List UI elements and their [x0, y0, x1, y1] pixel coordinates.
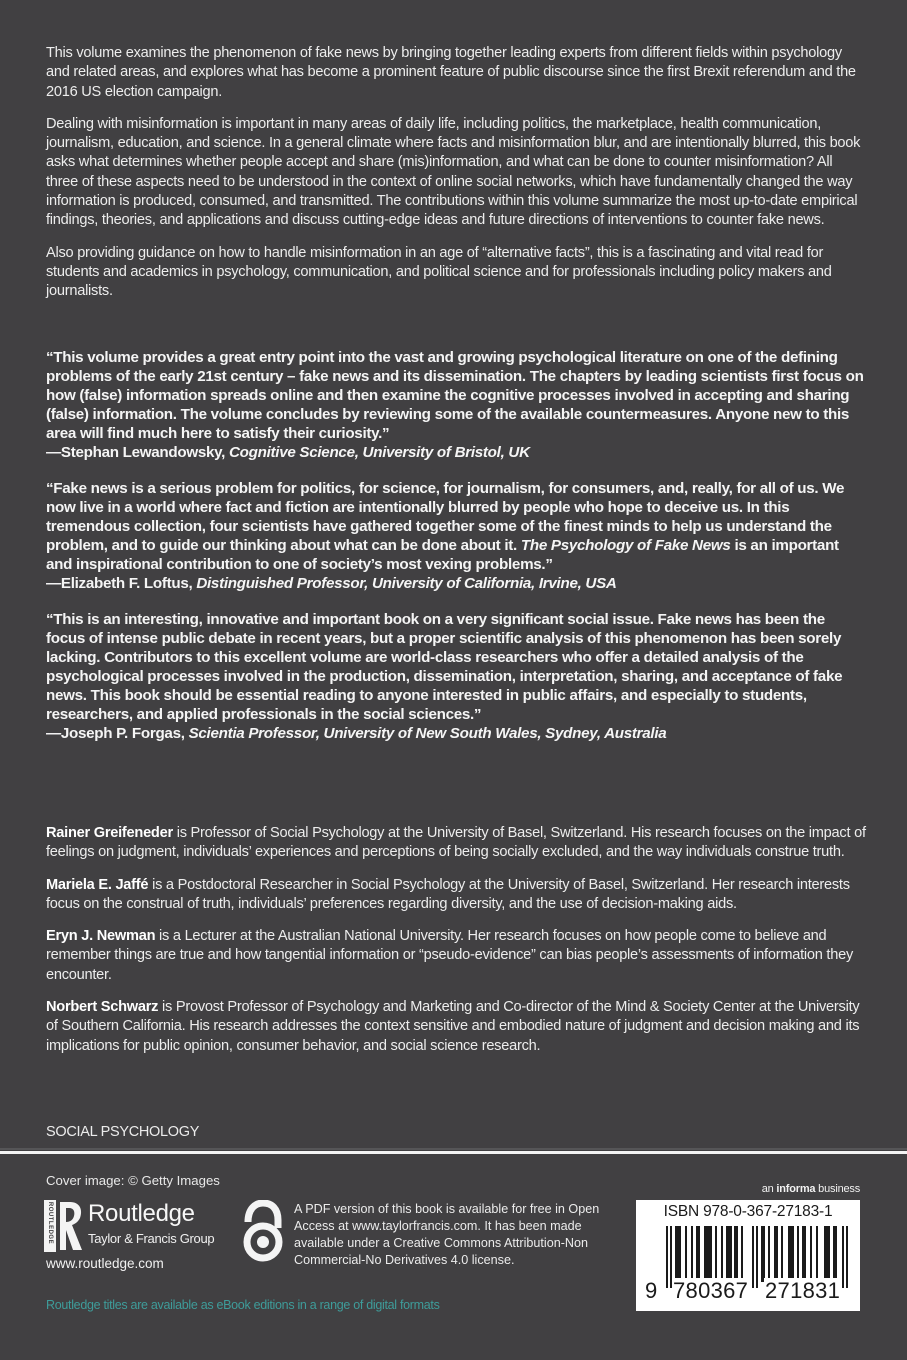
endorser-affiliation: Scientia Professor, University of New South Wales, Sydney, Australia	[188, 725, 667, 742]
editor-bios	[46, 824, 866, 1069]
cover-image-credit: Cover image: © Getty Images	[46, 1173, 220, 1188]
endorser-affiliation: Distinguished Professor, University of California, Irvine, USA	[196, 575, 617, 592]
endorsement-attribution	[46, 574, 866, 593]
barcode-digits	[644, 1278, 854, 1308]
barcode-digit-first: 9	[645, 1278, 658, 1303]
routledge-r-icon	[58, 1200, 84, 1252]
editor-name: Norbert Schwarz	[46, 999, 159, 1016]
endorser-name: —Joseph P. Forgas,	[46, 725, 189, 742]
isbn-barcode	[636, 1200, 860, 1311]
book-description	[46, 44, 866, 315]
subject-category: SOCIAL PSYCHOLOGY	[46, 1124, 200, 1140]
bio-newman	[46, 927, 866, 985]
endorsement-text-continued: is an important and inspirational contribution to one of society’s most vexing problems.”	[46, 537, 839, 573]
publisher-url[interactable]: www.routledge.com	[46, 1256, 164, 1271]
endorsement-text: “Fake news is a serious problem for politics, for science, for journalism, for consumers, and, really, for all of us. We now live in a world where fact and fiction are intentionally blurred by people who hope to deceive us. In this tremendous collection, four scientists have gathered together some of the finest minds to help us understand the problem, and to guide our thinking about what can be done about it.	[46, 480, 845, 554]
editor-name: Mariela E. Jaffé	[46, 876, 149, 893]
bio-text: is Provost Professor of Psychology and Marketing and Co-director of the Mind & Society Center at the University of Southern California. His research addresses the context sensitive and embodied nature of judgment and decision making and its implications for public opinion, consumer behavior, and social science research.	[46, 999, 860, 1054]
bio-schwarz	[46, 998, 866, 1056]
description-paragraph-2: Dealing with misinformation is important in many areas of daily life, including politics, the marketplace, health communication, journalism, education, and science. In a general climate where facts and misinformation blur, and are intentionally blurred, this book asks what determines whether people accept and share (mis)information, and what can be done to counter misinformation? All three of these aspects need to be understood in the context of online social networks, which have fundamentally changed the way information is produced, consumed, and transmitted. The contributions within this volume summarize the most up-to-date empirical findings, theories, and applications and discuss cutting-edge ideas and future directions of interventions to counter fake news.	[46, 115, 861, 229]
routledge-logo	[44, 1200, 234, 1252]
book-title-italic: The Psychology of Fake News	[520, 537, 731, 554]
bio-jaffe	[46, 876, 866, 915]
editor-name: Rainer Greifeneder	[46, 825, 173, 841]
bio-text: is a Postdoctoral Researcher in Social Psychology at the University of Basel, Switzerland. Her research interests focus on the construal of truth, individuals’ preferences regarding diversity, and the use of decision-making aids.	[46, 876, 850, 912]
endorsements	[46, 348, 866, 760]
bio-text: is a Lecturer at the Australian National University. Her research focuses on how people come to believe and remember things are true and how tangential information or “pseudo-evidence” can bias people’s assessments of information they encounter.	[46, 928, 854, 983]
ebook-availability-note: Routledge titles are available as eBook editions in a range of digital formats	[46, 1298, 440, 1312]
informa-tagline: an informa business	[761, 1183, 860, 1195]
publisher-group: Taylor & Francis Group	[88, 1231, 215, 1246]
open-access-lock-icon	[242, 1200, 284, 1262]
description-paragraph-1: This volume examines the phenomenon of fake news by bringing together leading experts from different fields within psychology and related areas, and explores what has become a prominent feature of public discourse since the first Brexit referendum and the 2016 US election campaign.	[46, 45, 856, 100]
publisher-name: Routledge	[88, 1200, 195, 1227]
bio-greifeneder	[46, 824, 866, 863]
endorsement-lewandowsky	[46, 348, 866, 462]
description-paragraph-3: Also providing guidance on how to handle misinformation in an age of “alternative facts”, this is a fascinating and vital read for students and academics in psychology, communication, and political science and for professionals including policy makers and journalists.	[46, 244, 832, 300]
divider-shadow	[0, 1148, 907, 1150]
endorsement-attribution	[46, 724, 866, 743]
bio-text: is Professor of Social Psychology at the University of Basel, Switzerland. His research focuses on the impact of feelings on judgment, individuals’ experiences and perceptions of being socially excluded, and the way individuals construe truth.	[46, 825, 866, 861]
endorsement-text: “This volume provides a great entry point into the vast and growing psychological literature on one of the defining problems of the early 21st century – fake news and its dissemination. The chapters by leading scientists first focus on how (false) information spreads online and then examine the cognitive processes involved in accepting and sharing (false) information. The volume concludes by reviewing some of the available countermeasures. Anyone new to this area will find much here to satisfy their curiosity.”	[46, 349, 864, 442]
endorser-name: —Stephan Lewandowsky,	[46, 444, 229, 461]
isbn-label: ISBN 978-0-367-27183-1	[663, 1203, 833, 1220]
endorser-affiliation: Cognitive Science, University of Bristol, UK	[229, 444, 530, 461]
endorser-name: —Elizabeth F. Loftus,	[46, 575, 197, 592]
endorsement-loftus	[46, 479, 866, 593]
footer-divider	[0, 1151, 907, 1154]
barcode-digits-right: 271831	[765, 1278, 841, 1303]
editor-name: Eryn J. Newman	[46, 928, 156, 945]
barcode-digits-left: 780367	[673, 1278, 749, 1303]
endorsement-text: “This is an interesting, innovative and important book on a very significant social issue. Fake news has been the focus of intense public debate in recent years, but a proper scientific analysis of this phenomenon has been sorely lacking. Contributors to this excellent volume are world-class researchers who offer a detailed analysis of the psychological processes involved in the production, dissemination, interpretation, sharing, and acceptance of fake news. This book should be essential reading to anyone interested in public affairs, and especially to students, researchers, and applied professionals in the social sciences.”	[46, 611, 843, 723]
endorsement-forgas	[46, 610, 866, 743]
routledge-vertical-wordmark: ROUTLEDGE	[44, 1200, 56, 1252]
endorsement-attribution	[46, 443, 866, 462]
open-access-notice: A PDF version of this book is available for free in Open Access at www.taylorfrancis.com. It has been made available under a Creative Commons Attribution-Non Commercial-No Derivatives 4.0 license.	[294, 1202, 600, 1267]
